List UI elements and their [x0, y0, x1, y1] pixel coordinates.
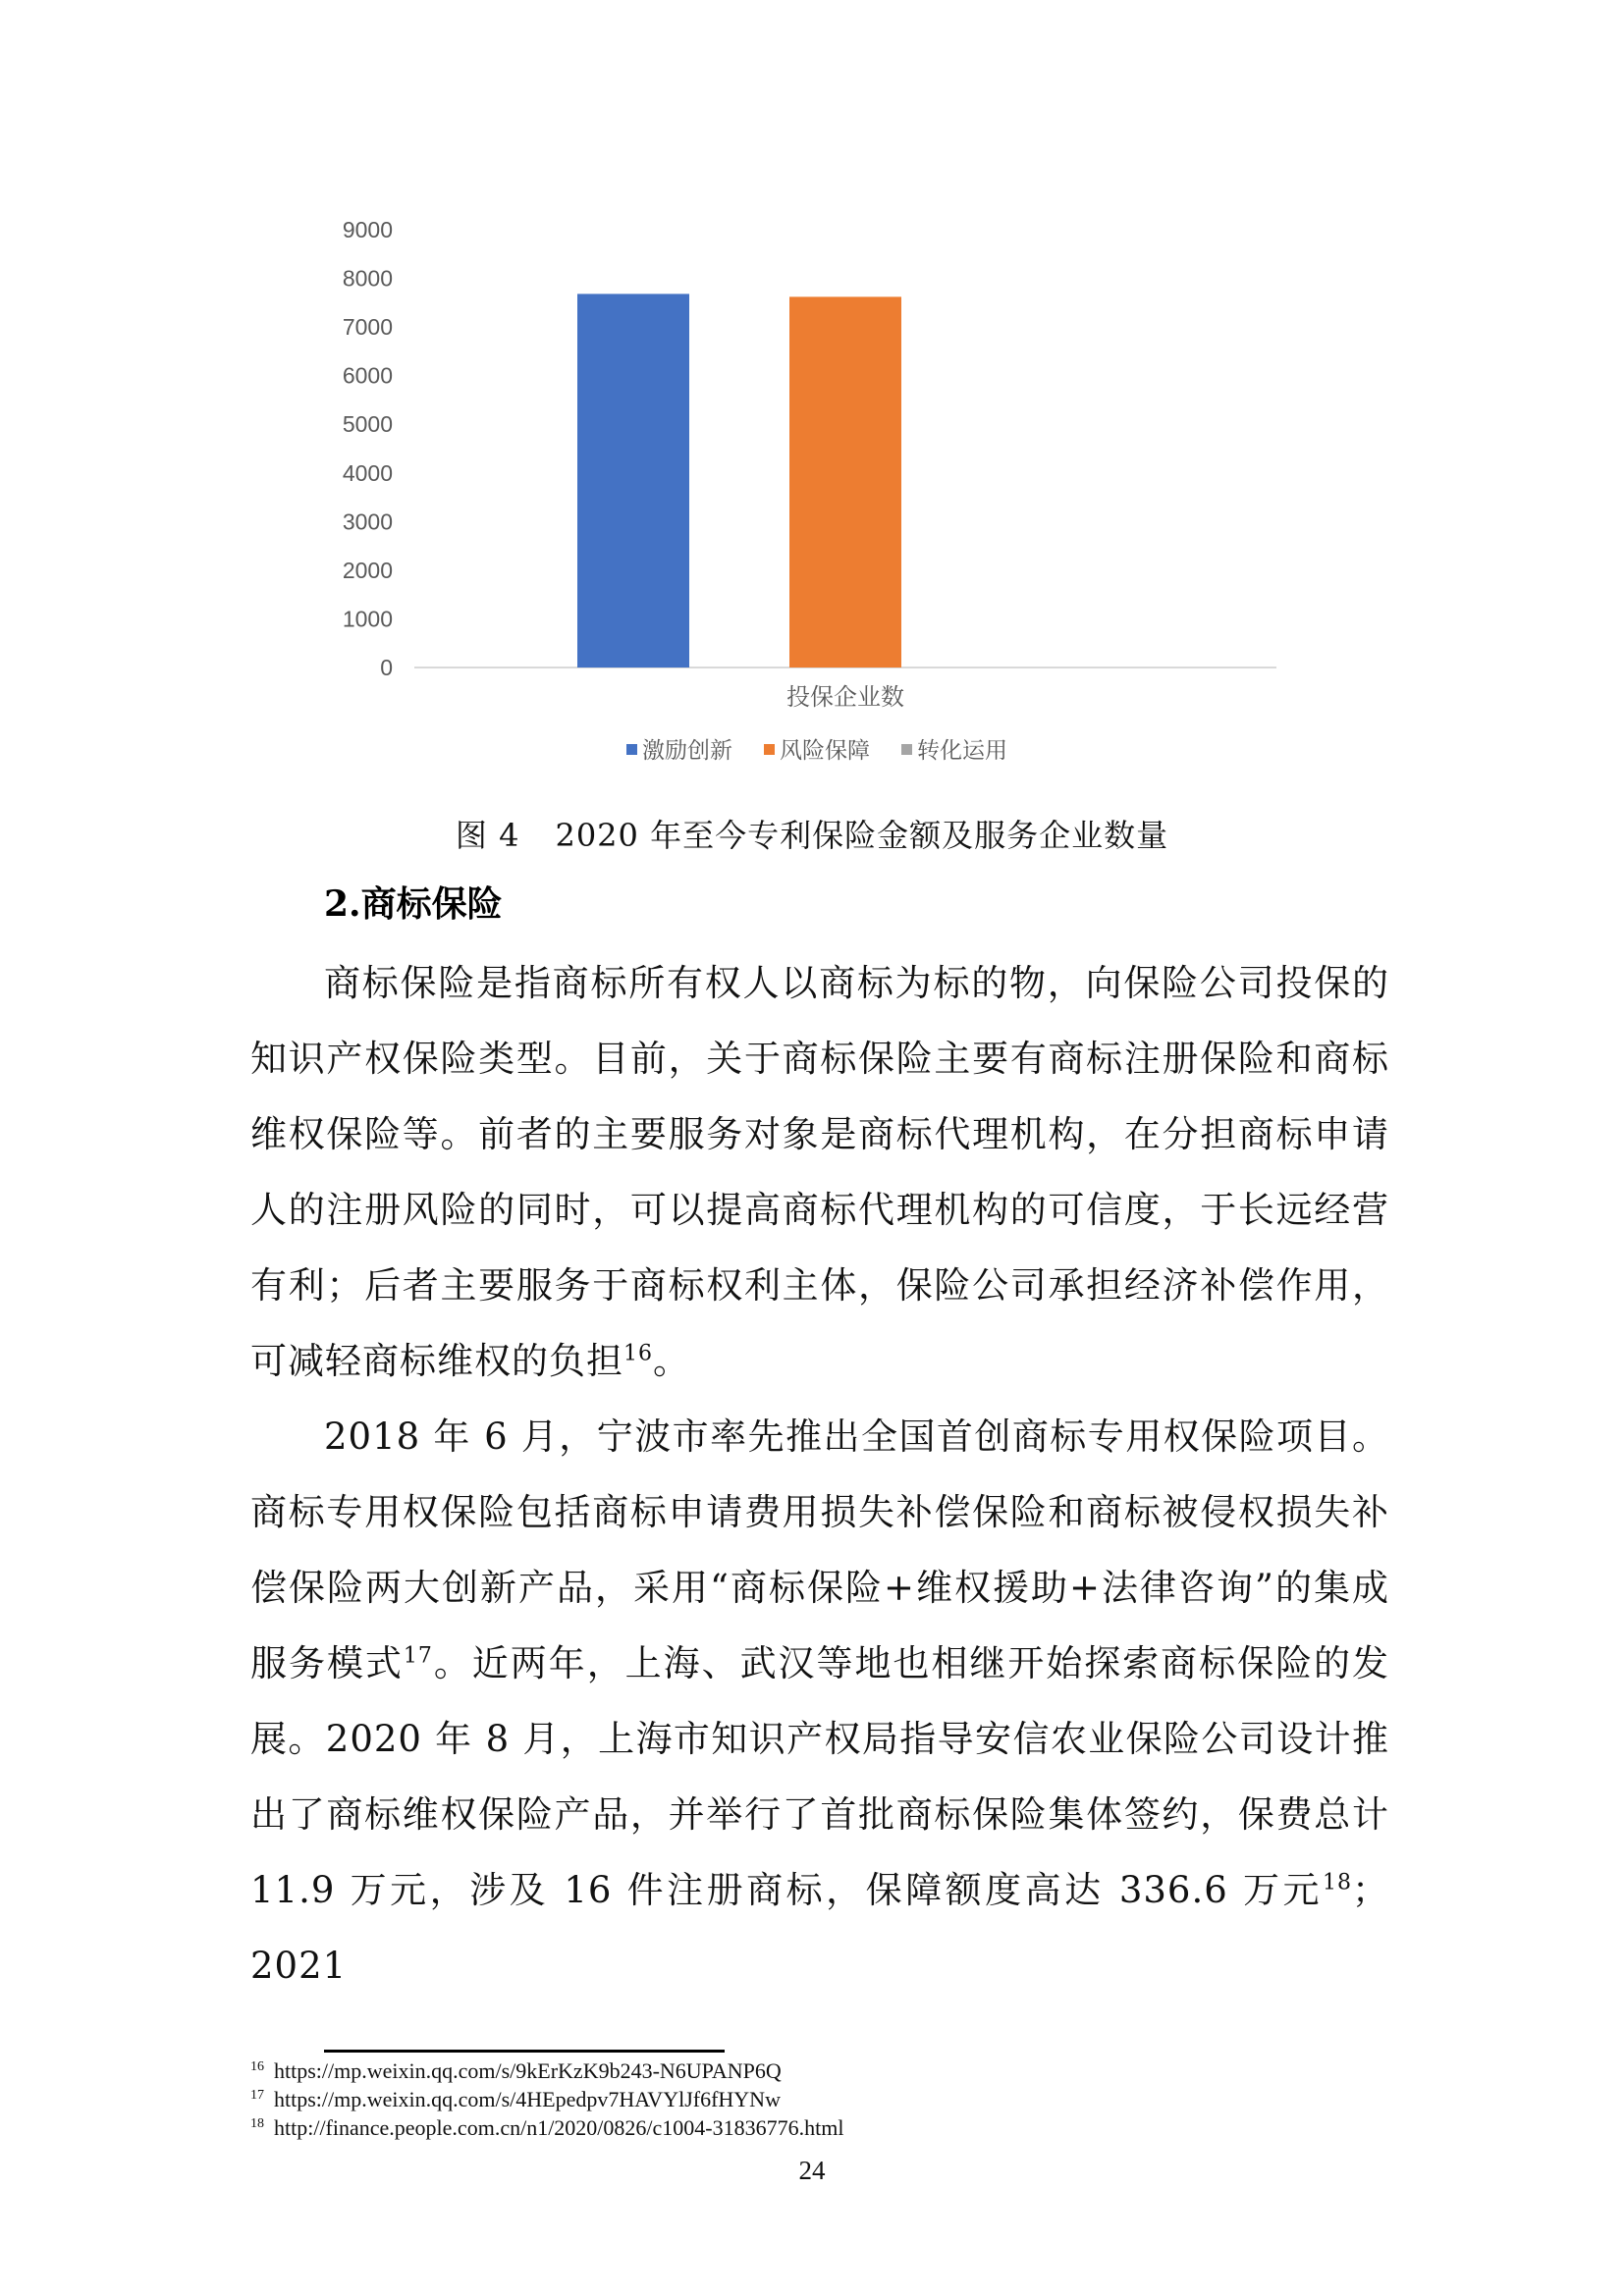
footnote-link[interactable]: https://mp.weixin.qq.com/s/4HEpedpv7HAVYlJf6fHYNw	[274, 2087, 781, 2111]
figure-caption	[0, 811, 1624, 856]
footnote-ref-18: 18	[1323, 1870, 1352, 1896]
footnote-ref-16: 16	[623, 1341, 653, 1366]
bar-1	[789, 296, 901, 667]
bars-group	[577, 294, 901, 667]
paragraph-2-tail: ；2021	[250, 1869, 1389, 1987]
paragraph-2-text: 2018 年 6 月，宁波市率先推出全国首创商标专用权保险项目。商标专用权保险包括商标申请费用损失补偿保险和商标被侵权损失补偿保险两大创新产品，采用“商标保险+维权援助+法律咨询”的集成服务模式	[250, 1415, 1389, 1684]
footnote-number: 17	[250, 2087, 264, 2103]
y-tick-label: 0	[380, 655, 393, 680]
footnote-number: 16	[250, 2058, 264, 2074]
y-tick-label: 6000	[342, 362, 393, 389]
legend-swatch	[626, 744, 637, 755]
page-number: 24	[798, 2156, 826, 2185]
footnote-link[interactable]: https://mp.weixin.qq.com/s/9kErKzK9b243-N6UPANP6Q	[274, 2058, 782, 2083]
chart-legend	[626, 738, 1007, 764]
footnote-ref-17: 17	[403, 1643, 433, 1669]
paragraph-2	[250, 1399, 1389, 2003]
y-tick-label: 3000	[342, 508, 393, 535]
footnote-17	[250, 2085, 1429, 2113]
footnote-separator	[324, 2050, 725, 2053]
legend-swatch	[901, 744, 912, 755]
x-category-label: 投保企业数	[786, 683, 904, 711]
figure-caption-label: 图 4	[455, 817, 520, 854]
category-labels	[786, 683, 904, 711]
body-text	[250, 945, 1389, 2003]
y-tick-label: 2000	[342, 557, 393, 583]
footnote-18	[250, 2113, 1429, 2142]
footnotes	[250, 2056, 1429, 2142]
footnote-link[interactable]: http://finance.people.com.cn/n1/2020/0826/c1004-31836776.html	[274, 2115, 844, 2140]
footnote-16	[250, 2056, 1429, 2085]
paragraph-1	[250, 945, 1389, 1399]
y-tick-label: 8000	[342, 265, 393, 292]
y-axis-ticks	[343, 217, 393, 680]
section-heading: 2.商标保险	[324, 883, 503, 925]
y-tick-label: 9000	[342, 217, 393, 242]
paragraph-1-text: 商标保险是指商标所有权人以商标为标的物，向保险公司投保的知识产权保险类型。目前，关于商标保险主要有商标注册保险和商标维权保险等。前者的主要服务对象是商标代理机构，在分担商标申请人的注册风险的同时，可以提高商标代理机构的可信度，于长远经营有利；后者主要服务于商标权利主体，保险公司承担经济补偿作用，可减轻商标维权的负担	[250, 962, 1389, 1382]
legend-label: 激励创新	[642, 738, 732, 764]
bar-0	[577, 294, 689, 667]
y-tick-label: 4000	[342, 459, 393, 486]
legend-label: 风险保障	[780, 738, 870, 764]
legend-swatch	[764, 744, 775, 755]
paragraph-1-tail: 。	[653, 1340, 690, 1382]
legend-label: 转化运用	[917, 738, 1007, 764]
bar-chart	[314, 196, 1316, 805]
y-tick-label: 1000	[342, 606, 393, 632]
footnote-number: 18	[250, 2115, 264, 2131]
y-tick-label: 7000	[342, 314, 393, 341]
y-tick-label: 5000	[342, 411, 393, 438]
figure-caption-text: 2020 年至今专利保险金额及服务企业数量	[555, 817, 1169, 854]
paragraph-2-middle: 。近两年，上海、武汉等地也相继开始探索商标保险的发展。2020 年 8 月，上海市知识产权局指导安信农业保险公司设计推出了商标维权保险产品，并举行了首批商标保险集体签约，保费总计 11.9 万元，涉及 16 件注册商标，保障额度高达 336.6 万元	[250, 1642, 1390, 1911]
